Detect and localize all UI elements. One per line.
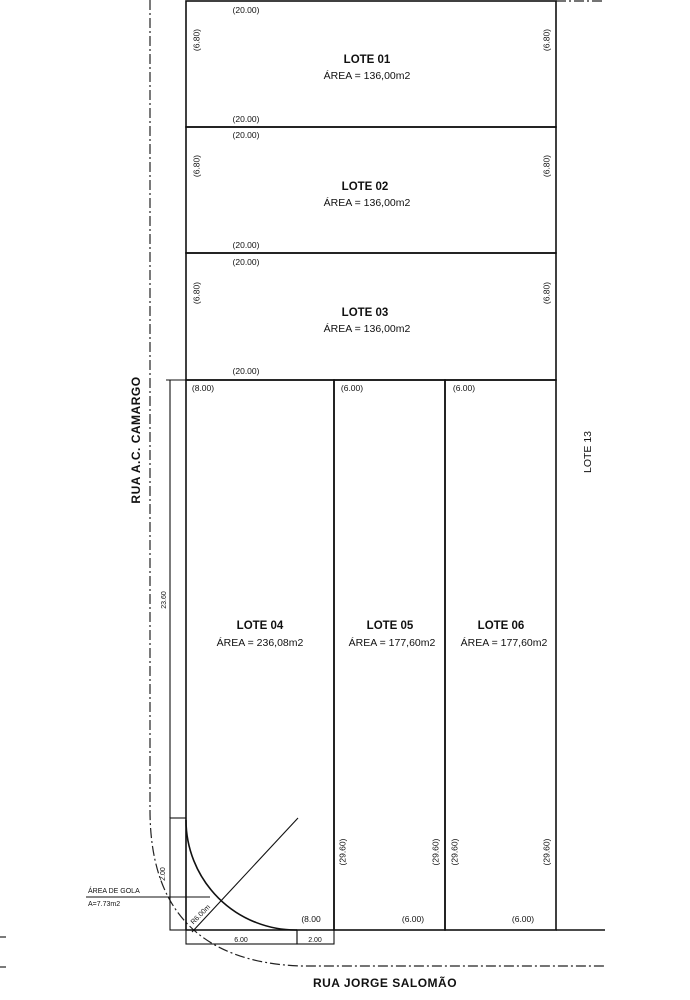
lot-02-bottom-dim: (20.00) (232, 240, 260, 250)
lot-05-outline (334, 380, 445, 930)
street-south-label: RUA JORGE SALOMÃO (312, 976, 458, 990)
lot-06-right-dim: (29.60) (541, 838, 552, 866)
west-street-boundary (150, 0, 606, 966)
lot-01-name: LOTE 01 (343, 54, 391, 66)
lot-06-top-dim: (6.00) (452, 383, 476, 393)
dim-bottom-b: 2.00 (308, 937, 322, 944)
gola-label: ÁREA DE GOLA (88, 888, 140, 895)
corner-construction (86, 380, 334, 944)
lot-05-bottom-dim: (6.00) (401, 914, 425, 924)
lot-03-right-dim: (6.80) (541, 281, 552, 305)
lot-06-outline (445, 380, 556, 930)
lot-04-area: ÁREA = 236,08m2 (216, 637, 304, 649)
lot-03-left-dim: (6.80) (191, 281, 202, 305)
lot-05-left-dim: (29.60) (337, 838, 348, 866)
lot-06-left-dim: (29.60) (449, 838, 460, 866)
lot-01-right-dim: (6.80) (541, 28, 552, 52)
dim-corner-vertical: 2.00 (159, 867, 167, 881)
dim-left-23-60: 23.60 (160, 591, 168, 609)
dim-radius: R6.00m (189, 903, 213, 927)
lot-04-outline (186, 380, 334, 930)
lot-01-left-dim: (6.80) (191, 28, 202, 52)
street-boundaries (150, 0, 606, 966)
neighbor-lot-label: LOTE 13 (581, 430, 594, 474)
dim-bottom-a: 6.00 (234, 937, 248, 944)
lot-03-top-dim: (20.00) (232, 257, 260, 267)
lot-05-right-dim: (29.60) (430, 838, 441, 866)
lot-outlines (186, 1, 605, 930)
lot-03-name: LOTE 03 (341, 307, 389, 319)
lot-06-area: ÁREA = 177,60m2 (460, 637, 548, 649)
lot-03-area: ÁREA = 136,00m2 (323, 323, 411, 335)
lot-04-bottom-dim: (8.00 (301, 914, 321, 924)
lot-02-name: LOTE 02 (341, 181, 389, 193)
street-west-label: RUA A.C. CAMARGO (129, 376, 144, 504)
lot-05-area: ÁREA = 177,60m2 (348, 637, 436, 649)
lot-01-top-dim: (20.00) (232, 5, 260, 15)
lot-06-name: LOTE 06 (477, 620, 525, 632)
radius-line (189, 818, 298, 932)
lot-06-bottom-dim: (6.00) (511, 914, 535, 924)
lot-04-name: LOTE 04 (236, 620, 284, 632)
lot-02-left-dim: (6.80) (191, 154, 202, 178)
lot-01 (191, 5, 551, 124)
lot-06 (449, 383, 551, 924)
lot-05 (337, 383, 440, 924)
lot-02-area: ÁREA = 136,00m2 (323, 197, 411, 209)
lot-04 (189, 383, 321, 927)
lot-01-bottom-dim: (20.00) (232, 114, 260, 124)
lot-02-top-dim: (20.00) (232, 130, 260, 140)
lot-03-bottom-dim: (20.00) (232, 366, 260, 376)
lot-04-top-dim: (8.00) (191, 383, 215, 393)
gola-area: A=7.73m2 (88, 901, 121, 908)
lot-03 (191, 257, 551, 376)
lot-02-right-dim: (6.80) (541, 154, 552, 178)
lot-05-top-dim: (6.00) (340, 383, 364, 393)
lot-01-area: ÁREA = 136,00m2 (323, 70, 411, 82)
lot-02 (191, 130, 551, 250)
lot-05-name: LOTE 05 (366, 620, 414, 632)
